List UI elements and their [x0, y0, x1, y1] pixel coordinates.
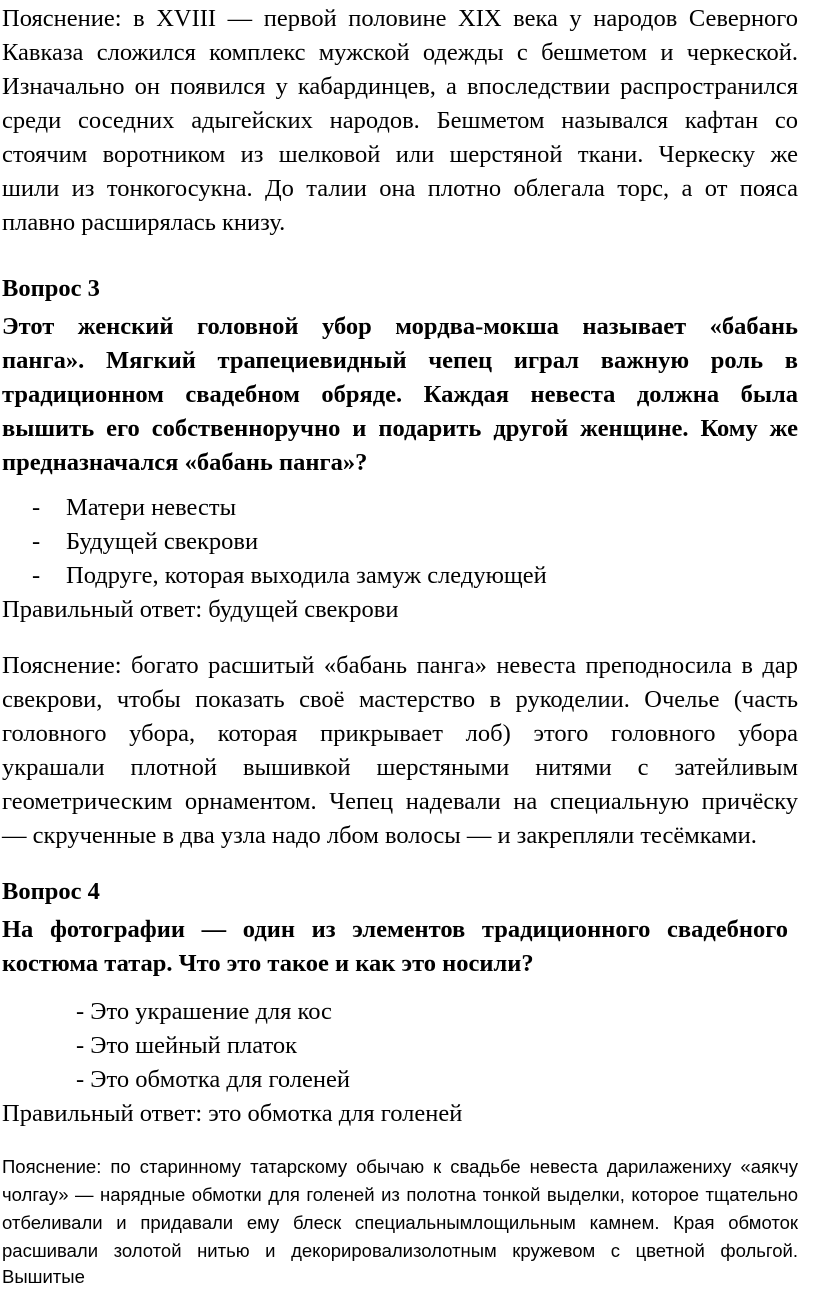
explanation-line: отбеливали и придавали ему блеск специальнымлощильным камнем. Края обмоток — [2, 1212, 798, 1233]
explanation-line: Изначально он появился у кабардинцев, а впоследствии распространился — [2, 73, 798, 100]
answer-option: Подруге, которая выходила замуж следующей — [66, 562, 547, 589]
question-text-line: костюма татар. Что это такое и как это носили? — [2, 950, 534, 977]
question-text-line: На фотографии — один из элементов традиционного свадебного — [2, 916, 788, 943]
explanation-line: плавно расширялась книзу. — [2, 209, 286, 236]
explanation-line: Пояснение: богато расшитый «бабань панга» невеста преподносила в дар — [2, 652, 798, 679]
question-text-line: Этот женский головной убор мордва-мокша называет «бабань — [2, 313, 798, 340]
answer-option: Матери невесты — [66, 494, 237, 521]
explanation-line: Пояснение: по старинному татарскому обычаю к свадьбе невеста дарилажениху «аякчу — [2, 1156, 798, 1177]
explanation-line: — скрученные в два узла надо лбом волосы — и закрепляли тесёмками. — [2, 822, 757, 849]
answer-option: - Это шейный платок — [76, 1032, 297, 1059]
question-text-line: предназначался «бабань панга»? — [2, 449, 368, 476]
explanation-line: геометрическим орнаментом. Чепец надевали на специальную причёску — [2, 788, 798, 815]
question-4-heading: Вопрос 4 — [2, 878, 100, 905]
correct-answer: Правильный ответ: будущей свекрови — [2, 596, 399, 623]
explanation-line: головного убора, которая прикрывает лоб) этого головного убора — [2, 720, 798, 747]
explanation-line: Пояснение: в XVIII — первой половине XIX века у народов Северного — [2, 5, 798, 32]
correct-answer: Правильный ответ: это обмотка для голеней — [2, 1100, 463, 1127]
question-text-line: традиционном свадебном обряде. Каждая невеста должна была — [2, 381, 798, 408]
option-dash: - — [32, 494, 41, 521]
explanation-line: шили из тонкогосукна. До талии она плотно облегала торс, а от пояса — [2, 175, 798, 202]
answer-option: - Это обмотка для голеней — [76, 1066, 351, 1093]
explanation-line: Кавказа сложился комплекс мужской одежды с бешметом и черкеской. — [2, 39, 798, 66]
explanation-line: чолгау» — нарядные обмотки для голеней из полотна тонкой выделки, которое тщательно — [2, 1184, 798, 1205]
question-3-heading: Вопрос 3 — [2, 275, 100, 302]
answer-option: Будущей свекрови — [66, 528, 259, 555]
explanation-line: стоячим воротником из шелковой или шерстяной ткани. Черкеску же — [2, 141, 798, 168]
option-dash: - — [32, 528, 41, 555]
explanation-line: свекрови, чтобы показать своё мастерство в рукоделии. Очелье (часть — [2, 686, 798, 713]
option-dash: - — [32, 562, 41, 589]
explanation-line: украшали плотной вышивкой шерстяными нитями с затейливым — [2, 754, 798, 781]
explanation-line: расшивали золотой нитью и декорировализолотным кружевом с цветной фольгой. Вышитые — [2, 1240, 798, 1287]
answer-option: - Это украшение для кос — [76, 998, 332, 1025]
explanation-line: среди соседних адыгейских народов. Бешметом назывался кафтан со — [2, 107, 798, 134]
question-text-line: панга». Мягкий трапециевидный чепец играл важную роль в — [2, 347, 798, 374]
question-text-line: вышить его собственноручно и подарить другой женщине. Кому же — [2, 415, 798, 442]
